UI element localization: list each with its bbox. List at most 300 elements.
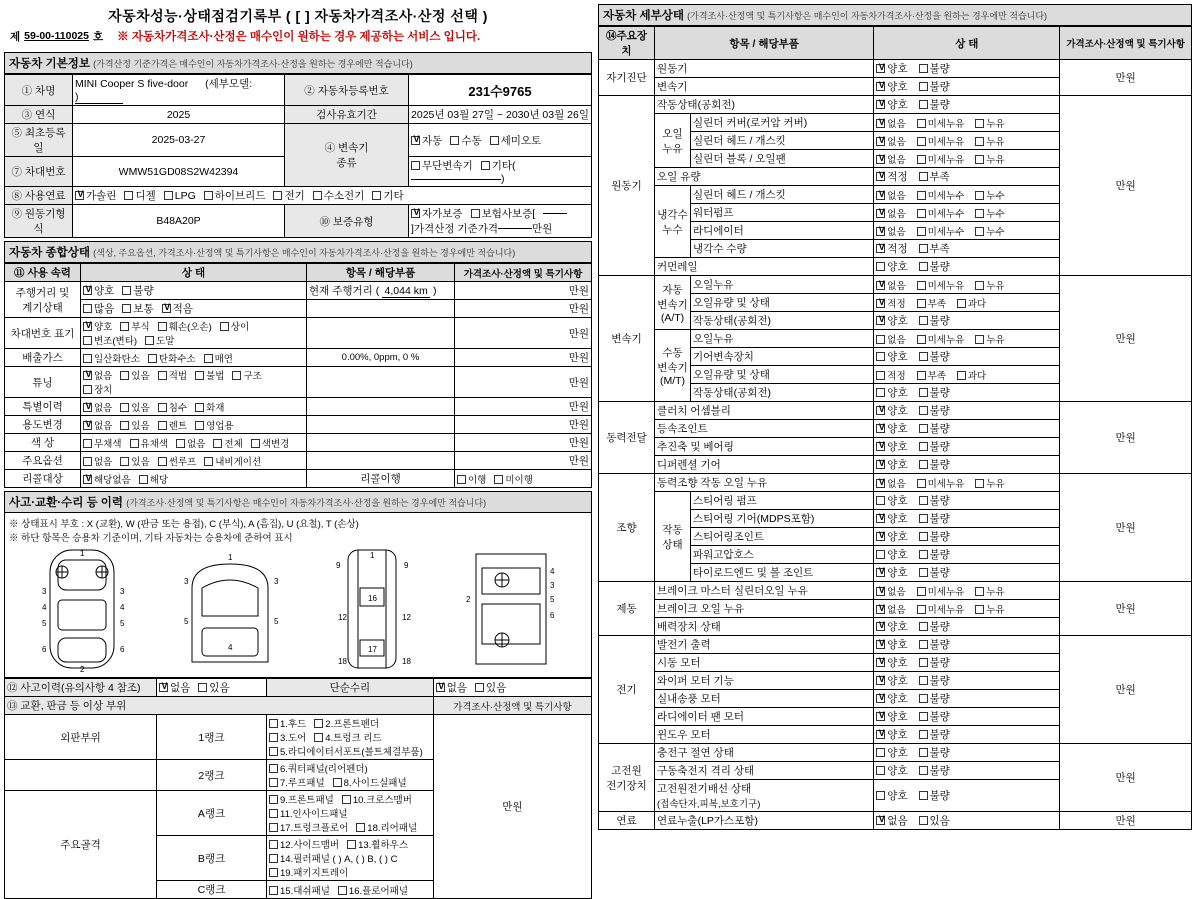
checkbox-history-yes[interactable] — [198, 683, 207, 692]
checkbox-fire[interactable] — [195, 403, 204, 412]
checkbox-tuning-structure[interactable] — [232, 371, 241, 380]
checkbox-starter-bad[interactable] — [919, 658, 928, 667]
at-idle-bad[interactable] — [919, 313, 950, 328]
checkbox-recall-applicable[interactable] — [139, 475, 148, 484]
checkbox-at-idle-bad[interactable] — [919, 316, 928, 325]
at-level-ok[interactable] — [876, 296, 905, 310]
checkbox-window-bad[interactable] — [919, 730, 928, 739]
checkbox-mc-micro[interactable] — [917, 587, 926, 596]
option-opt-navigation[interactable] — [204, 454, 261, 468]
head-cool-micro[interactable] — [917, 188, 965, 202]
use-opt-commercial[interactable] — [195, 418, 234, 432]
trans-opt-cvt[interactable] — [411, 158, 473, 173]
checkbox-engine-idle-good[interactable] — [876, 100, 885, 109]
checkbox-bo-none[interactable] — [876, 605, 885, 614]
gear-bad[interactable] — [919, 349, 950, 364]
special-opt-fire[interactable] — [195, 400, 224, 414]
checkbox-history-none[interactable] — [159, 683, 168, 692]
hose-good[interactable] — [876, 547, 907, 562]
ps-micro[interactable] — [917, 476, 965, 490]
trans-opt-auto[interactable] — [411, 133, 442, 148]
checkbox-vin-erased[interactable] — [145, 336, 154, 345]
checkbox-block-micro[interactable] — [917, 155, 926, 164]
checkbox-chromatic[interactable] — [130, 439, 139, 448]
checkbox-pump-none[interactable] — [876, 209, 885, 218]
recall-opt-notdone[interactable] — [494, 472, 533, 486]
mt-leak-none[interactable] — [876, 332, 905, 346]
rocker-none[interactable] — [876, 116, 905, 130]
mileage-opt-good[interactable] — [83, 283, 114, 298]
part-radiator-support[interactable] — [269, 744, 423, 758]
part-hood[interactable] — [269, 716, 306, 730]
checkbox-co[interactable] — [83, 354, 92, 363]
tierod-bad[interactable] — [919, 565, 950, 580]
checkbox-ps-micro[interactable] — [917, 479, 926, 488]
checkbox-rocker-micro[interactable] — [917, 119, 926, 128]
mt-idle-good[interactable] — [876, 385, 907, 400]
checkbox-starter-good[interactable] — [876, 658, 885, 667]
window-good[interactable] — [876, 727, 907, 742]
booster-bad[interactable] — [919, 619, 950, 634]
clutch-bad[interactable] — [919, 403, 950, 418]
checkbox-hc[interactable] — [148, 354, 157, 363]
checkbox-achromatic[interactable] — [83, 439, 92, 448]
checkbox-ps-leak[interactable] — [975, 479, 984, 488]
checkbox-self-warranty[interactable] — [411, 209, 420, 218]
checkbox-blower-good[interactable] — [876, 694, 885, 703]
checkbox-fuel-etc[interactable] — [372, 191, 381, 200]
window-bad[interactable] — [919, 727, 950, 742]
part-dash-panel[interactable] — [269, 883, 330, 897]
checkbox-mt-idle-bad[interactable] — [919, 388, 928, 397]
part-side-member[interactable] — [269, 837, 339, 851]
checkbox-mileage-few[interactable] — [162, 304, 171, 313]
use-opt-yes[interactable] — [120, 418, 149, 432]
vin-opt-altered[interactable] — [83, 333, 137, 347]
checkbox-color-none[interactable] — [176, 439, 185, 448]
gear-good[interactable] — [876, 349, 907, 364]
ps-leak[interactable] — [975, 476, 1004, 490]
starter-bad[interactable] — [919, 655, 950, 670]
checkbox-at-leak-leak[interactable] — [975, 281, 984, 290]
checkbox-package-tray[interactable] — [269, 868, 278, 877]
checkbox-front-fender[interactable] — [314, 719, 323, 728]
block-micro[interactable] — [917, 152, 965, 166]
checkbox-head-cool-none[interactable] — [876, 191, 885, 200]
checkbox-bo-leak[interactable] — [975, 605, 984, 614]
checkbox-mc-leak[interactable] — [975, 587, 984, 596]
block-leak[interactable] — [975, 152, 1004, 166]
checkbox-head-oil-leak[interactable] — [975, 137, 984, 146]
checkbox-trunk-lid[interactable] — [314, 733, 323, 742]
checkbox-hv-bad[interactable] — [919, 791, 928, 800]
part-trunk-floor[interactable] — [269, 820, 348, 834]
blower-bad[interactable] — [919, 691, 950, 706]
checkbox-rail-good[interactable] — [876, 262, 885, 271]
fuel-opt-lpg[interactable] — [164, 190, 196, 202]
pump-good[interactable] — [876, 493, 907, 508]
at-idle-good[interactable] — [876, 313, 907, 328]
clutch-good[interactable] — [876, 403, 907, 418]
checkbox-oil-level-low[interactable] — [919, 172, 928, 181]
mc-none[interactable] — [876, 584, 905, 598]
checkbox-mt-leak-leak[interactable] — [975, 335, 984, 344]
checkbox-engine-diag-good[interactable] — [876, 64, 885, 73]
checkbox-at-level-low[interactable] — [917, 299, 926, 308]
option-opt-yes[interactable] — [120, 454, 149, 468]
checkbox-sgear-bad[interactable] — [919, 514, 928, 523]
mileage-opt-many[interactable] — [83, 301, 114, 316]
vin-opt-good[interactable] — [83, 319, 112, 333]
part-pillar-panel[interactable] — [269, 851, 397, 865]
booster-good[interactable] — [876, 619, 907, 634]
block-none[interactable] — [876, 152, 905, 166]
diff-bad[interactable] — [919, 457, 950, 472]
rad-leak[interactable] — [975, 224, 1004, 238]
checkbox-at-level-ok[interactable] — [876, 299, 885, 308]
checkbox-color-all[interactable] — [213, 439, 222, 448]
checkbox-radiator-support[interactable] — [269, 747, 278, 756]
checkbox-inside-panel[interactable] — [269, 809, 278, 818]
checkbox-gasoline[interactable] — [75, 191, 84, 200]
checkbox-hose-bad[interactable] — [919, 550, 928, 559]
checkbox-cross-member[interactable] — [342, 795, 351, 804]
simple-opt-none[interactable] — [436, 680, 467, 695]
emission-opt-co[interactable] — [83, 351, 140, 365]
checkbox-mt-idle-good[interactable] — [876, 388, 885, 397]
base-price-input[interactable] — [498, 228, 532, 229]
checkbox-block-none[interactable] — [876, 155, 885, 164]
checkbox-rad-micro[interactable] — [917, 227, 926, 236]
emission-opt-hc[interactable] — [148, 351, 196, 365]
mt-level-high[interactable] — [957, 368, 986, 382]
checkbox-fan-good[interactable] — [876, 712, 885, 721]
option-opt-none[interactable] — [83, 454, 112, 468]
checkbox-pump-leak[interactable] — [975, 209, 984, 218]
mc-leak[interactable] — [975, 584, 1004, 598]
checkbox-manual[interactable] — [450, 136, 459, 145]
rocker-leak[interactable] — [975, 116, 1004, 130]
oil-level-ok[interactable] — [876, 169, 907, 184]
checkbox-cvt[interactable] — [411, 161, 420, 170]
vin-opt-erased[interactable] — [145, 333, 174, 347]
checkbox-tuning-illegal[interactable] — [195, 371, 204, 380]
checkbox-ps-none[interactable] — [876, 479, 885, 488]
checkbox-option-yes[interactable] — [120, 457, 129, 466]
part-roof-panel[interactable] — [269, 775, 325, 789]
checkbox-mt-leak-micro[interactable] — [917, 335, 926, 344]
checkbox-special-yes[interactable] — [120, 403, 129, 412]
part-cross-member[interactable] — [342, 792, 412, 806]
bo-leak[interactable] — [975, 602, 1004, 616]
mileage-opt-bad[interactable] — [122, 283, 153, 298]
trans-opt-etc[interactable] — [481, 158, 516, 173]
checkbox-commercial[interactable] — [195, 421, 204, 430]
fuel-opt-hydrogen[interactable] — [313, 188, 365, 203]
part-door[interactable] — [269, 730, 306, 744]
sjoint-good[interactable] — [876, 529, 907, 544]
hose-bad[interactable] — [919, 547, 950, 562]
checkbox-gen-bad[interactable] — [919, 640, 928, 649]
checkbox-vin-corrosion[interactable] — [120, 322, 129, 331]
fuel-opt-hybrid[interactable] — [204, 188, 266, 203]
charge-good[interactable] — [876, 745, 907, 760]
mileage-opt-few[interactable] — [162, 301, 193, 316]
color-opt-changed[interactable] — [251, 436, 290, 450]
fuel-leak-none[interactable] — [876, 813, 907, 828]
checkbox-charge-bad[interactable] — [919, 748, 928, 757]
checkbox-recall-na[interactable] — [83, 475, 92, 484]
recall-opt-applicable[interactable] — [139, 472, 168, 486]
tuning-opt-legal[interactable] — [158, 368, 187, 382]
checkbox-sgear-good[interactable] — [876, 514, 885, 523]
simple-opt-yes[interactable] — [475, 680, 506, 695]
bo-micro[interactable] — [917, 602, 965, 616]
warranty-opt-self[interactable] — [411, 206, 463, 221]
tierod-good[interactable] — [876, 565, 907, 580]
emission-opt-smoke[interactable] — [204, 351, 233, 365]
checkbox-hv-good[interactable] — [876, 791, 885, 800]
checkbox-dash-panel[interactable] — [269, 886, 278, 895]
checkbox-special-none[interactable] — [83, 403, 92, 412]
trans-diag-bad[interactable] — [919, 79, 950, 94]
rail-good[interactable] — [876, 259, 907, 274]
checkbox-booster-good[interactable] — [876, 622, 885, 631]
head-oil-leak[interactable] — [975, 134, 1004, 148]
checkbox-lpg[interactable] — [164, 191, 173, 200]
at-leak-micro[interactable] — [917, 278, 965, 292]
checkbox-shaft-good[interactable] — [876, 442, 885, 451]
checkbox-pillar-panel[interactable] — [269, 854, 278, 863]
checkbox-at-leak-micro[interactable] — [917, 281, 926, 290]
checkbox-smoke[interactable] — [204, 354, 213, 363]
checkbox-gear-good[interactable] — [876, 352, 885, 361]
rocker-micro[interactable] — [917, 116, 965, 130]
checkbox-bo-micro[interactable] — [917, 605, 926, 614]
pump-leak[interactable] — [975, 206, 1004, 220]
checkbox-vin-altered[interactable] — [83, 336, 92, 345]
checkbox-pump-micro[interactable] — [917, 209, 926, 218]
checkbox-mt-leak-none[interactable] — [876, 335, 885, 344]
checkbox-trans-etc[interactable] — [481, 161, 490, 170]
checkbox-tuning-yes[interactable] — [120, 371, 129, 380]
trans-opt-semiauto[interactable] — [490, 133, 542, 148]
checkbox-sjoint-bad[interactable] — [919, 532, 928, 541]
rad-micro[interactable] — [917, 224, 965, 238]
checkbox-mt-level-ok[interactable] — [876, 371, 885, 380]
checkbox-batt-good[interactable] — [876, 766, 885, 775]
mt-leak-leak[interactable] — [975, 332, 1004, 346]
mc-micro[interactable] — [917, 584, 965, 598]
part-front-panel[interactable] — [269, 792, 334, 806]
checkbox-trunk-floor[interactable] — [269, 823, 278, 832]
checkbox-tierod-good[interactable] — [876, 568, 885, 577]
color-opt-chromatic[interactable] — [130, 436, 169, 450]
checkbox-sunroof[interactable] — [158, 457, 167, 466]
fuel-opt-electric[interactable] — [273, 188, 304, 203]
checkbox-rad-none[interactable] — [876, 227, 885, 236]
hv-bad[interactable] — [919, 788, 950, 803]
engine-diag-bad[interactable] — [919, 61, 950, 76]
checkbox-tuning-none[interactable] — [83, 371, 92, 380]
checkbox-fuel-leak-yes[interactable] — [919, 816, 928, 825]
checkbox-option-none[interactable] — [83, 457, 92, 466]
warranty-opt-insurer[interactable] — [471, 206, 536, 221]
checkbox-mileage-normal[interactable] — [122, 304, 131, 313]
checkbox-batt-bad[interactable] — [919, 766, 928, 775]
checkbox-block-leak[interactable] — [975, 155, 984, 164]
part-side-sill-panel[interactable] — [333, 775, 407, 789]
checkbox-gear-bad[interactable] — [919, 352, 928, 361]
tuning-opt-device[interactable] — [83, 382, 112, 396]
diff-good[interactable] — [876, 457, 907, 472]
special-opt-none[interactable] — [83, 400, 112, 414]
shaft-bad[interactable] — [919, 439, 950, 454]
head-oil-micro[interactable] — [917, 134, 965, 148]
checkbox-coolant-ok[interactable] — [876, 244, 885, 253]
checkbox-insurer-warranty[interactable] — [471, 209, 480, 218]
ps-none[interactable] — [876, 476, 905, 490]
coolant-ok[interactable] — [876, 241, 907, 256]
checkbox-tuning-legal[interactable] — [158, 371, 167, 380]
mt-level-ok[interactable] — [876, 368, 905, 382]
checkbox-mt-level-high[interactable] — [957, 371, 966, 380]
trans-opt-manual[interactable] — [450, 133, 481, 148]
use-opt-none[interactable] — [83, 418, 112, 432]
checkbox-vin-good[interactable] — [83, 322, 92, 331]
checkbox-rocker-none[interactable] — [876, 119, 885, 128]
pump-none[interactable] — [876, 206, 905, 220]
checkbox-clutch-bad[interactable] — [919, 406, 928, 415]
checkbox-coolant-low[interactable] — [919, 244, 928, 253]
hv-good[interactable] — [876, 788, 907, 803]
pump-bad[interactable] — [919, 493, 950, 508]
checkbox-hood[interactable] — [269, 719, 278, 728]
history-opt-none[interactable] — [159, 680, 190, 695]
checkbox-steering-pump-good[interactable] — [876, 496, 885, 505]
fuel-opt-diesel[interactable] — [124, 188, 155, 203]
history-opt-yes[interactable] — [198, 680, 229, 695]
checkbox-engine-idle-bad[interactable] — [919, 100, 928, 109]
checkbox-mc-none[interactable] — [876, 587, 885, 596]
checkbox-rent[interactable] — [158, 421, 167, 430]
checkbox-gen-good[interactable] — [876, 640, 885, 649]
checkbox-rear-panel[interactable] — [356, 823, 365, 832]
checkbox-quarter-panel[interactable] — [269, 764, 278, 773]
checkbox-at-leak-none[interactable] — [876, 281, 885, 290]
checkbox-color-changed[interactable] — [251, 439, 260, 448]
blower-good[interactable] — [876, 691, 907, 706]
tuning-opt-none[interactable] — [83, 368, 112, 382]
part-trunk-lid[interactable] — [314, 730, 381, 744]
wiper-bad[interactable] — [919, 673, 950, 688]
part-package-tray[interactable] — [269, 865, 348, 879]
head-cool-leak[interactable] — [975, 188, 1004, 202]
gen-bad[interactable] — [919, 637, 950, 652]
checkbox-wiper-bad[interactable] — [919, 676, 928, 685]
checkbox-rad-leak[interactable] — [975, 227, 984, 236]
checkbox-floor-panel[interactable] — [338, 886, 347, 895]
checkbox-diff-good[interactable] — [876, 460, 885, 469]
engine-idle-bad[interactable] — [919, 97, 950, 112]
color-opt-none[interactable] — [176, 436, 205, 450]
part-front-fender[interactable] — [314, 716, 379, 730]
engine-idle-good[interactable] — [876, 97, 907, 112]
special-opt-flood[interactable] — [158, 400, 187, 414]
at-level-high[interactable] — [957, 296, 986, 310]
checkbox-charge-good[interactable] — [876, 748, 885, 757]
trans-diag-good[interactable] — [876, 79, 907, 94]
checkbox-auto[interactable] — [411, 136, 420, 145]
checkbox-head-oil-micro[interactable] — [917, 137, 926, 146]
part-floor-panel[interactable] — [338, 883, 408, 897]
checkbox-flood[interactable] — [158, 403, 167, 412]
fan-good[interactable] — [876, 709, 907, 724]
wiper-good[interactable] — [876, 673, 907, 688]
checkbox-window-good[interactable] — [876, 730, 885, 739]
checkbox-rail-bad[interactable] — [919, 262, 928, 271]
fuel-opt-etc[interactable] — [372, 188, 403, 203]
checkbox-rocker-leak[interactable] — [975, 119, 984, 128]
tuning-opt-yes[interactable] — [120, 368, 149, 382]
mt-leak-micro[interactable] — [917, 332, 965, 346]
checkbox-front-panel[interactable] — [269, 795, 278, 804]
recall-opt-na[interactable] — [83, 472, 131, 486]
trans-etc-input[interactable] — [411, 179, 501, 180]
batt-bad[interactable] — [919, 763, 950, 778]
checkbox-hydrogen[interactable] — [313, 191, 322, 200]
checkbox-electric[interactable] — [273, 191, 282, 200]
bo-none[interactable] — [876, 602, 905, 616]
color-opt-all[interactable] — [213, 436, 242, 450]
coolant-low[interactable] — [919, 241, 950, 256]
tuning-opt-structure[interactable] — [232, 368, 261, 382]
shaft-good[interactable] — [876, 439, 907, 454]
checkbox-diesel[interactable] — [124, 191, 133, 200]
checkbox-door[interactable] — [269, 733, 278, 742]
head-oil-none[interactable] — [876, 134, 905, 148]
at-leak-none[interactable] — [876, 278, 905, 292]
checkbox-fan-bad[interactable] — [919, 712, 928, 721]
vin-opt-corrosion[interactable] — [120, 319, 149, 333]
part-quarter-panel[interactable] — [269, 761, 368, 775]
pump-micro[interactable] — [917, 206, 965, 220]
checkbox-mt-level-low[interactable] — [917, 371, 926, 380]
checkbox-cv-good[interactable] — [876, 424, 885, 433]
checkbox-fuel-leak-none[interactable] — [876, 816, 885, 825]
special-opt-yes[interactable] — [120, 400, 149, 414]
rad-none[interactable] — [876, 224, 905, 238]
checkbox-mileage-bad[interactable] — [122, 286, 131, 295]
checkbox-cv-bad[interactable] — [919, 424, 928, 433]
checkbox-navigation[interactable] — [204, 457, 213, 466]
mileage-opt-normal[interactable] — [122, 301, 153, 316]
sgear-good[interactable] — [876, 511, 907, 526]
checkbox-blower-bad[interactable] — [919, 694, 928, 703]
part-inside-panel[interactable] — [269, 806, 348, 820]
checkbox-steering-pump-bad[interactable] — [919, 496, 928, 505]
cv-bad[interactable] — [919, 421, 950, 436]
checkbox-tierod-bad[interactable] — [919, 568, 928, 577]
fan-bad[interactable] — [919, 709, 950, 724]
checkbox-at-idle-good[interactable] — [876, 316, 885, 325]
checkbox-use-none[interactable] — [83, 421, 92, 430]
checkbox-roof-panel[interactable] — [269, 778, 278, 787]
checkbox-wiper-good[interactable] — [876, 676, 885, 685]
checkbox-shaft-bad[interactable] — [919, 442, 928, 451]
head-cool-none[interactable] — [876, 188, 905, 202]
at-leak-leak[interactable] — [975, 278, 1004, 292]
